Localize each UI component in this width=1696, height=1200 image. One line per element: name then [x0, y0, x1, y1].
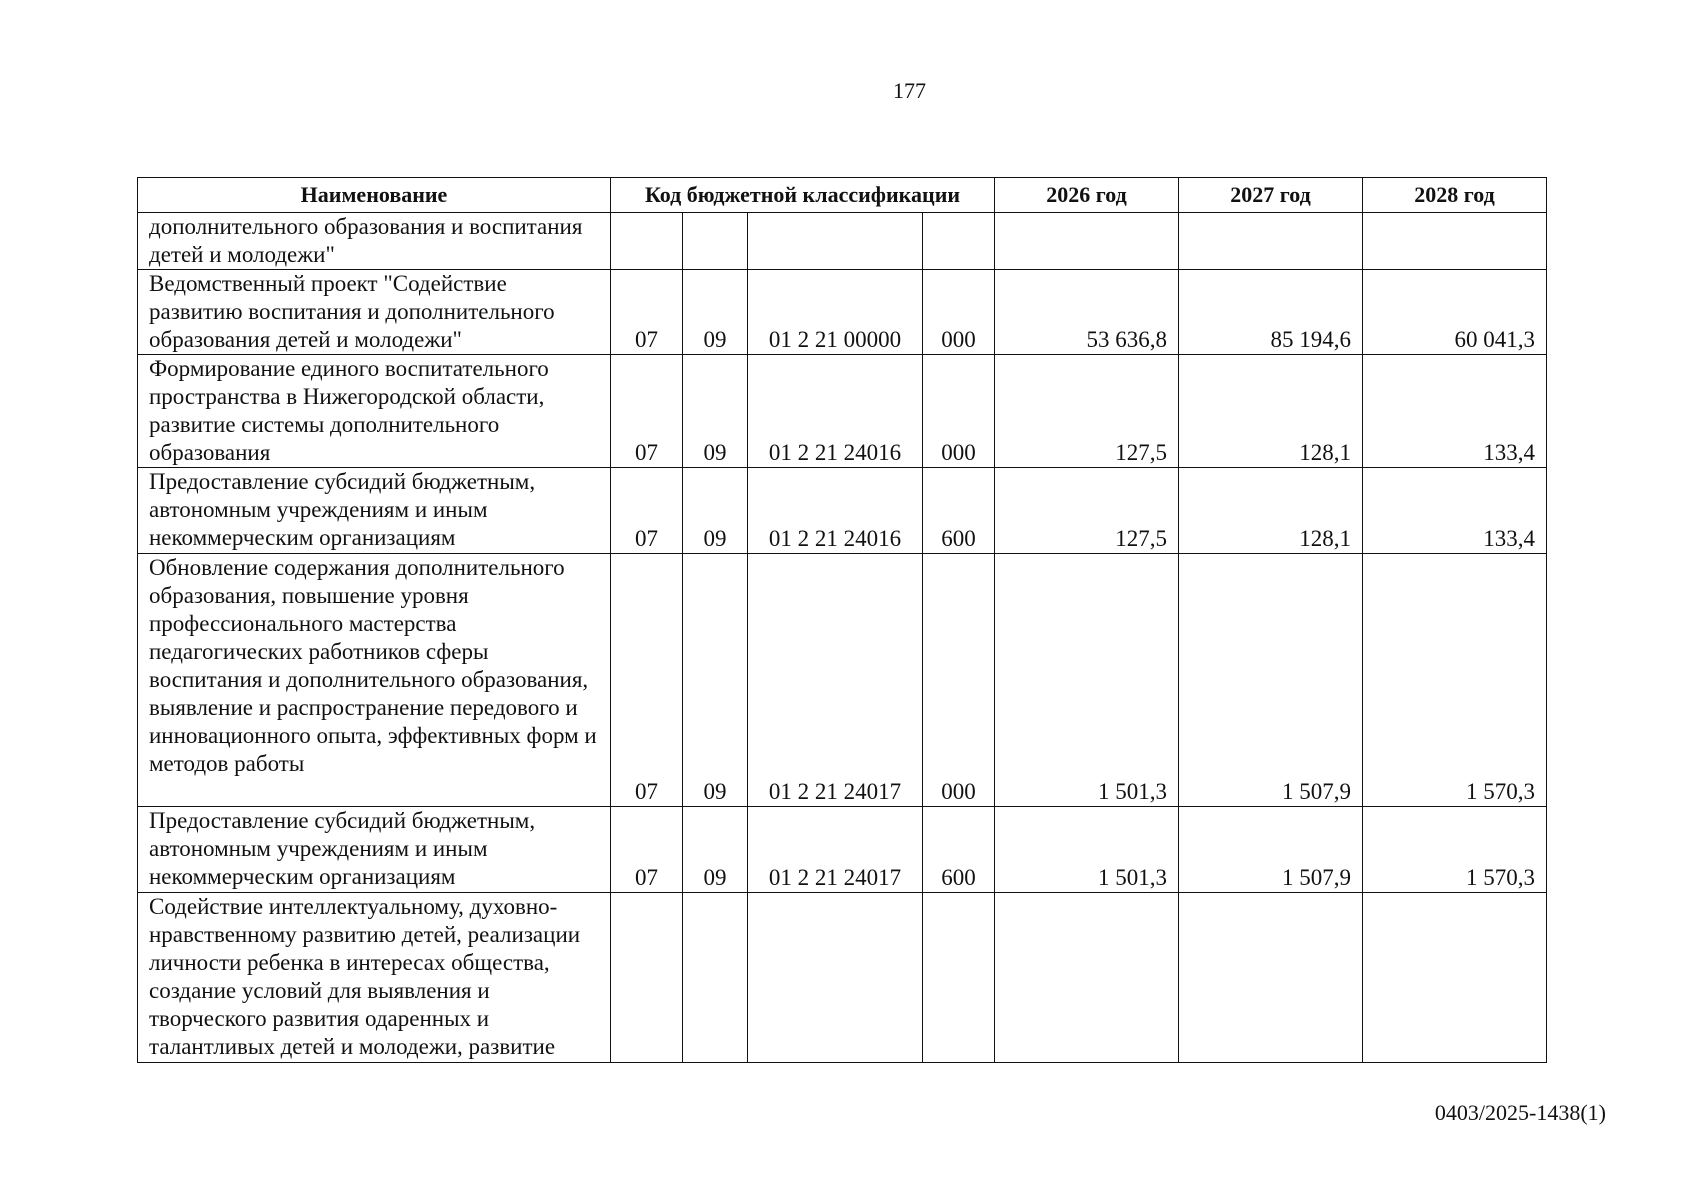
header-2026: 2026 год [995, 178, 1179, 213]
row-podrazdel: 09 [683, 807, 748, 893]
row-csr: 01 2 21 24016 [748, 468, 923, 554]
header-name: Наименование [138, 178, 611, 213]
row-2026: 1 501,3 [995, 807, 1179, 893]
row-vr: 000 [923, 554, 995, 807]
document-code: 0403/2025-1438(1) [1434, 1100, 1606, 1125]
header-2028: 2028 год [1363, 178, 1547, 213]
row-razdel [611, 893, 683, 1063]
row-name: дополнительного образования и воспитания детей и молодежи" [138, 213, 611, 270]
row-2027 [1179, 213, 1363, 270]
row-vr: 600 [923, 468, 995, 554]
row-2028: 60 041,3 [1363, 270, 1547, 355]
row-2028 [1363, 213, 1547, 270]
row-2028: 133,4 [1363, 468, 1547, 554]
table-header-row [138, 178, 1547, 213]
header-2027: 2027 год [1179, 178, 1363, 213]
row-name: Содействие интеллектуальному, духовно-нравственному развитию детей, реализации личности ребенка в интересах общества, создание условий для выявления и творческого развития одаренных и талантливых детей и молодежи, развитие [138, 893, 611, 1063]
row-2028: 133,4 [1363, 355, 1547, 468]
row-2026 [995, 213, 1179, 270]
row-razdel: 07 [611, 807, 683, 893]
table-row [138, 468, 1547, 554]
row-csr [748, 213, 923, 270]
table-row [138, 355, 1547, 468]
row-2028 [1363, 893, 1547, 1063]
row-2027: 1 507,9 [1179, 554, 1363, 807]
page-number: 177 [893, 78, 926, 103]
row-csr: 01 2 21 24017 [748, 554, 923, 807]
row-podrazdel [683, 213, 748, 270]
row-2027: 85 194,6 [1179, 270, 1363, 355]
table-row [138, 270, 1547, 355]
row-csr: 01 2 21 00000 [748, 270, 923, 355]
row-2027: 128,1 [1179, 468, 1363, 554]
row-razdel: 07 [611, 468, 683, 554]
row-2027: 1 507,9 [1179, 807, 1363, 893]
row-name: Предоставление субсидий бюджетным, автономным учреждениям и иным некоммерческим организациям [138, 468, 611, 554]
row-2027 [1179, 893, 1363, 1063]
table-row [138, 554, 1547, 807]
row-podrazdel: 09 [683, 355, 748, 468]
row-csr: 01 2 21 24017 [748, 807, 923, 893]
header-code: Код бюджетной классификации [611, 178, 995, 213]
row-csr [748, 893, 923, 1063]
row-vr: 000 [923, 355, 995, 468]
row-vr: 000 [923, 270, 995, 355]
row-2026: 1 501,3 [995, 554, 1179, 807]
table-row [138, 893, 1547, 1063]
budget-table [137, 177, 1547, 1063]
row-2026: 127,5 [995, 468, 1179, 554]
row-podrazdel: 09 [683, 468, 748, 554]
row-2026 [995, 893, 1179, 1063]
row-razdel: 07 [611, 355, 683, 468]
row-razdel [611, 213, 683, 270]
row-name: Ведомственный проект "Содействие развитию воспитания и дополнительного образования детей и молодежи" [138, 270, 611, 355]
row-2028: 1 570,3 [1363, 807, 1547, 893]
row-name: Обновление содержания дополнительного образования, повышение уровня профессионального мастерства педагогических работников сферы воспитания и дополнительного образования, выявление и распространение передового и инновационного опыта, эффективных форм и методов работы [138, 554, 611, 807]
row-podrazdel: 09 [683, 554, 748, 807]
row-podrazdel [683, 893, 748, 1063]
row-2026: 53 636,8 [995, 270, 1179, 355]
row-csr: 01 2 21 24016 [748, 355, 923, 468]
row-podrazdel: 09 [683, 270, 748, 355]
row-vr [923, 893, 995, 1063]
row-name: Предоставление субсидий бюджетным, автономным учреждениям и иным некоммерческим организациям [138, 807, 611, 893]
row-vr [923, 213, 995, 270]
table-row [138, 807, 1547, 893]
row-razdel: 07 [611, 554, 683, 807]
row-vr: 600 [923, 807, 995, 893]
table-row [138, 213, 1547, 270]
row-2026: 127,5 [995, 355, 1179, 468]
row-razdel: 07 [611, 270, 683, 355]
row-2027: 128,1 [1179, 355, 1363, 468]
row-name: Формирование единого воспитательного пространства в Нижегородской области, развитие системы дополнительного образования [138, 355, 611, 468]
row-2028: 1 570,3 [1363, 554, 1547, 807]
